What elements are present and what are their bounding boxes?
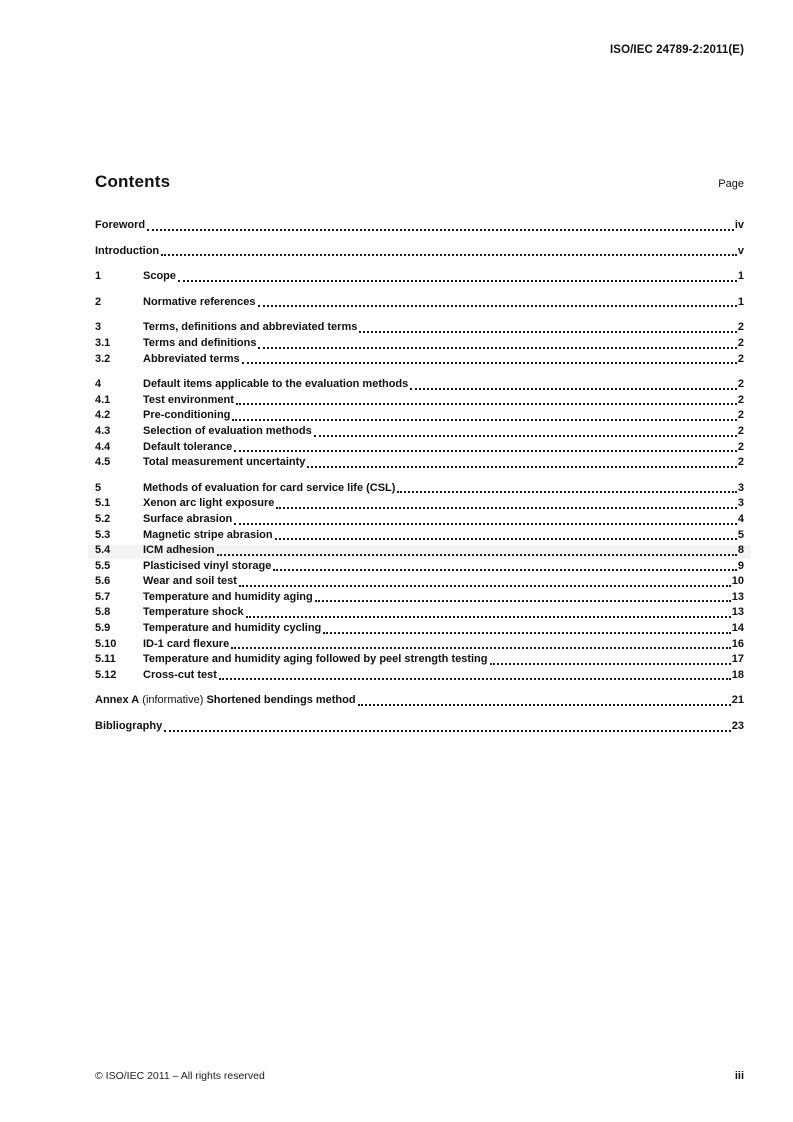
toc-entry[interactable] <box>95 605 744 621</box>
toc-entry[interactable] <box>95 719 744 735</box>
toc-entry-label: Introduction <box>95 244 160 257</box>
toc-entry-page: 1 <box>737 295 744 308</box>
toc-entry[interactable] <box>95 408 744 424</box>
toc-entry-label: Pre-conditioning <box>143 409 231 422</box>
toc-entry-page: 13 <box>731 590 744 603</box>
toc-entry-label: Terms and definitions <box>143 336 257 349</box>
toc-entry-number: 5 <box>95 481 102 494</box>
toc-entry-label: Abbreviated terms <box>143 352 240 365</box>
dot-leader <box>358 704 731 706</box>
toc-entry-page: 2 <box>737 456 744 469</box>
toc-entry[interactable] <box>95 590 744 606</box>
toc-entry[interactable] <box>95 693 744 709</box>
toc-entry-label: Total measurement uncertainty <box>143 456 306 469</box>
toc-entry[interactable] <box>95 393 744 409</box>
toc-entry-page: 2 <box>737 321 744 334</box>
toc-entry-number: 4.1 <box>95 393 111 406</box>
toc-entry-page: 2 <box>737 336 744 349</box>
toc-label-segment-bold: Shortened bendings method <box>206 694 356 707</box>
copyright-notice: © ISO/IEC 2011 – All rights reserved <box>95 1070 265 1082</box>
toc-entry-label: Test environment <box>143 393 234 406</box>
table-of-contents <box>95 218 744 735</box>
toc-entry-number: 4.2 <box>95 409 111 422</box>
toc-entry-label: Xenon arc light exposure <box>143 497 275 510</box>
toc-entry[interactable] <box>95 244 744 260</box>
toc-entry-page: 13 <box>731 606 744 619</box>
dot-leader <box>490 663 731 665</box>
dot-leader <box>236 403 737 405</box>
toc-entry-number: 1 <box>95 270 102 283</box>
toc-entry[interactable] <box>95 218 744 234</box>
dot-leader <box>231 647 731 649</box>
toc-entry-number: 5.10 <box>95 637 117 650</box>
toc-entry-number: 5.2 <box>95 512 111 525</box>
toc-entry[interactable] <box>95 455 744 471</box>
toc-entry-page: 23 <box>731 720 744 733</box>
toc-entry-page: 5 <box>737 528 744 541</box>
toc-entry[interactable] <box>95 668 744 684</box>
toc-entry-page: v <box>737 244 744 257</box>
toc-entry[interactable] <box>95 574 744 590</box>
toc-entry[interactable] <box>95 481 744 497</box>
toc-entry-label: ID-1 card flexure <box>143 637 230 650</box>
toc-entry[interactable] <box>95 528 744 544</box>
dot-leader <box>234 523 737 525</box>
dot-leader <box>359 331 737 333</box>
toc-entry-label <box>95 693 356 709</box>
toc-entry-page: 18 <box>731 668 744 681</box>
toc-entry-number: 5.3 <box>95 528 111 541</box>
toc-entry-number: 5.8 <box>95 606 111 619</box>
contents-heading: Contents <box>95 172 171 191</box>
toc-entry-label: Terms, definitions and abbreviated terms <box>143 321 358 334</box>
toc-entry-number: 3.2 <box>95 352 111 365</box>
toc-entry-page: iv <box>734 219 744 231</box>
toc-entry[interactable] <box>95 269 744 285</box>
toc-entry-label: Cross-cut test <box>143 668 217 681</box>
page-column-label: Page <box>718 178 744 190</box>
contents-title-row <box>95 172 744 192</box>
toc-entry-page: 3 <box>737 497 744 510</box>
toc-entry-label: Methods of evaluation for card service life (CSL) <box>143 481 396 494</box>
toc-entry-number: 5.1 <box>95 497 111 510</box>
toc-entry-number: 5.12 <box>95 668 117 681</box>
toc-entry-page: 17 <box>731 653 744 666</box>
toc-label-segment-regular: (informative) <box>139 694 207 707</box>
toc-entry-label: Bibliography <box>95 720 163 733</box>
toc-entry[interactable] <box>95 424 744 440</box>
toc-entry-page: 21 <box>731 694 744 707</box>
dot-leader <box>246 616 731 618</box>
toc-entry-page: 2 <box>737 393 744 406</box>
toc-entry-number: 3 <box>95 321 102 334</box>
dot-leader <box>397 491 736 493</box>
toc-entry-number: 5.7 <box>95 590 111 603</box>
toc-entry-label: Default tolerance <box>143 440 233 453</box>
dot-leader <box>307 466 736 468</box>
toc-entry-label: Surface abrasion <box>143 512 233 525</box>
toc-entry-label: Temperature shock <box>143 606 244 619</box>
toc-entry-page: 2 <box>737 378 744 391</box>
dot-leader <box>258 305 737 307</box>
toc-entry-page: 2 <box>737 352 744 365</box>
toc-entry-label: ICM adhesion <box>143 544 215 557</box>
toc-entry-label: Plasticised vinyl storage <box>143 559 272 572</box>
dot-leader <box>276 507 736 509</box>
toc-entry-number: 3.1 <box>95 336 111 349</box>
toc-entry-label: Temperature and humidity aging followed by peel strength testing <box>143 653 488 666</box>
toc-entry-number: 5.6 <box>95 575 111 588</box>
toc-entry-number: 4.4 <box>95 440 111 453</box>
toc-entry[interactable] <box>95 621 744 637</box>
dot-leader <box>323 632 730 634</box>
toc-entry-number: 5.9 <box>95 622 111 635</box>
toc-entry-number: 4 <box>95 378 102 391</box>
toc-entry-label: Default items applicable to the evaluation methods <box>143 378 409 391</box>
toc-entry-page: 16 <box>731 637 744 650</box>
toc-label-segment-bold: Annex A <box>95 694 140 707</box>
toc-entry-label: Magnetic stripe abrasion <box>143 528 273 541</box>
toc-entry-number: 4.3 <box>95 424 111 437</box>
toc-entry[interactable] <box>95 496 744 512</box>
toc-entry-number: 5.4 <box>95 544 111 557</box>
dot-leader <box>410 388 737 390</box>
dot-leader <box>258 347 736 349</box>
dot-leader <box>217 554 737 556</box>
dot-leader <box>232 419 736 421</box>
document-reference-header: ISO/IEC 24789-2:2011(E) <box>610 44 744 56</box>
dot-leader <box>164 730 731 732</box>
dot-leader <box>314 435 737 437</box>
dot-leader <box>234 450 737 452</box>
toc-entry-label: Temperature and humidity aging <box>143 590 313 603</box>
folio-page-number: iii <box>734 1070 744 1082</box>
toc-entry-page: 2 <box>737 440 744 453</box>
toc-entry-label: Scope <box>143 270 177 283</box>
dot-leader <box>275 538 737 540</box>
dot-leader <box>178 280 737 282</box>
toc-entry[interactable] <box>95 637 744 653</box>
toc-entry[interactable] <box>95 440 744 456</box>
toc-entry-page: 8 <box>737 544 744 557</box>
toc-entry[interactable] <box>95 377 744 393</box>
toc-entry[interactable] <box>95 512 744 528</box>
toc-entry-label: Selection of evaluation methods <box>143 424 312 437</box>
toc-entry-page: 14 <box>731 622 744 635</box>
toc-entry-number: 2 <box>95 295 102 308</box>
toc-entry-page: 1 <box>737 270 744 283</box>
toc-entry-number: 5.11 <box>95 653 116 666</box>
page-footer <box>95 1070 744 1082</box>
toc-entry-page: 9 <box>737 559 744 572</box>
dot-leader <box>242 362 737 364</box>
toc-entry[interactable] <box>95 352 744 368</box>
dot-leader <box>219 678 731 680</box>
dot-leader <box>273 569 736 571</box>
toc-entry-number: 4.5 <box>95 456 111 469</box>
toc-entry[interactable] <box>95 652 744 668</box>
dot-leader <box>161 254 737 256</box>
toc-entry-number: 5.5 <box>95 559 111 572</box>
toc-entry-label: Wear and soil test <box>143 575 237 588</box>
toc-entry-label: Foreword <box>95 219 146 231</box>
toc-entry-page: 2 <box>737 424 744 437</box>
toc-entry[interactable] <box>95 543 744 559</box>
toc-entry-page: 10 <box>731 575 744 588</box>
toc-entry[interactable] <box>95 559 744 575</box>
toc-entry[interactable] <box>95 295 744 311</box>
toc-entry-label: Normative references <box>143 295 256 308</box>
dot-leader <box>239 585 731 587</box>
toc-entry-page: 2 <box>737 409 744 422</box>
dot-leader <box>147 229 734 231</box>
toc-entry-page: 3 <box>737 481 744 494</box>
toc-entry[interactable] <box>95 320 744 336</box>
toc-entry-label: Temperature and humidity cycling <box>143 622 322 635</box>
toc-entry-page: 4 <box>737 512 744 525</box>
toc-entry[interactable] <box>95 336 744 352</box>
dot-leader <box>315 600 731 602</box>
